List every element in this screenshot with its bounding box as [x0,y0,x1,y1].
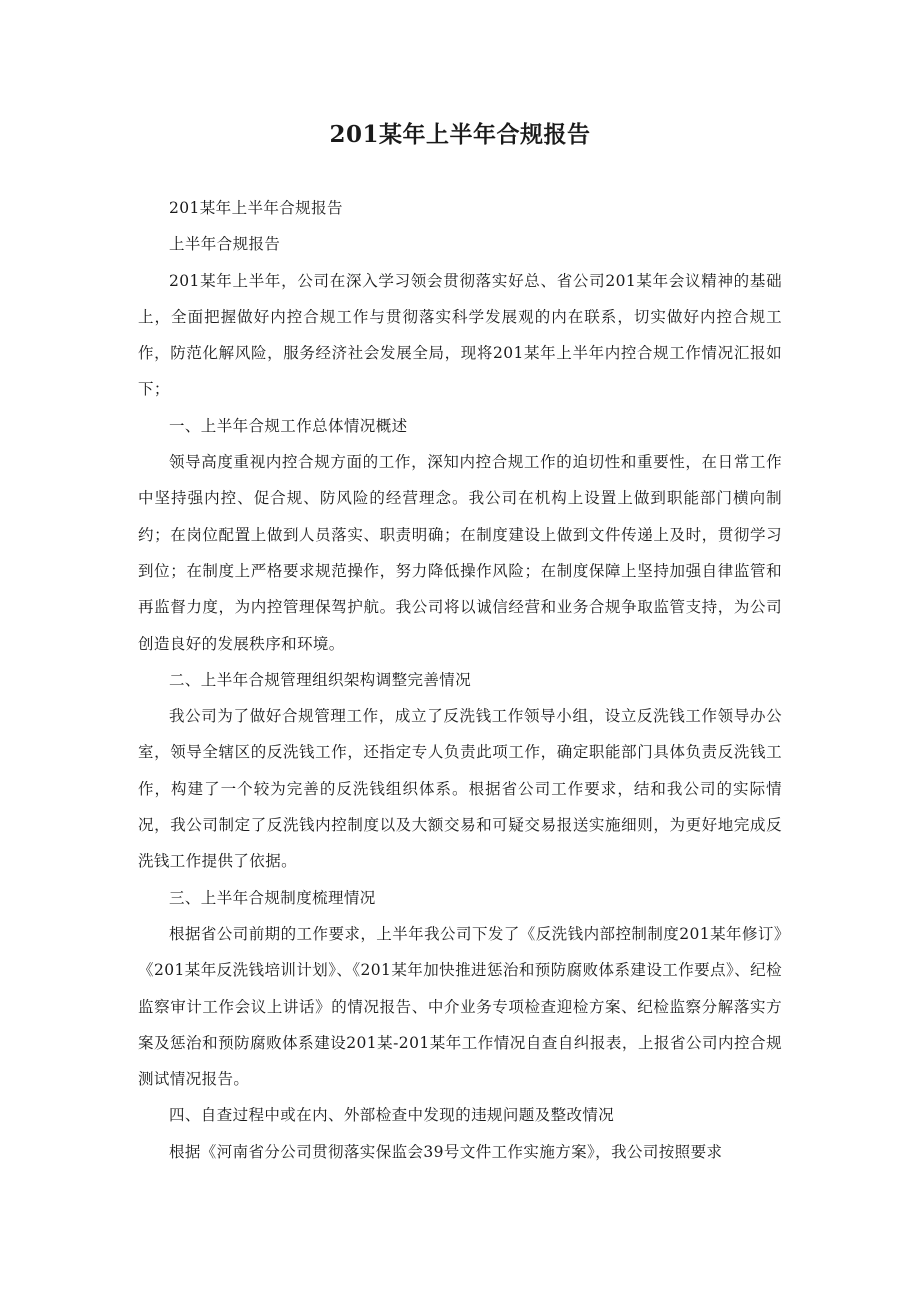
section-heading: 二、上半年合规管理组织架构调整完善情况 [169,670,472,689]
paragraph: 201某年上半年，公司在深入学习领会贯彻落实好总、省公司201某年会议精神的基础上，全面把握做好内控合规工作与贯彻落实科学发展观的内在联系，切实做好内控合规工作，防范化解风险，服务经济社会发展全局，现将201某年上半年内控合规工作情况汇报如下； [138,271,782,399]
document-body [138,190,782,1170]
document-title: 201某年上半年合规报告 [329,121,591,148]
paragraph: 根据省公司前期的工作要求，上半年我公司下发了《反洗钱内部控制制度201某年修订》《201某年反洗钱培训计划》、《201某年加快推进惩治和预防腐败体系建设工作要点》、纪检监察审计工作会议上讲话》的情况报告、中介业务专项检查迎检方案、纪检监察分解落实方案及惩治和预防腐败体系建设201某-201某年工作情况自查自纠报表，上报省公司内控合规测试情况报告。 [138,924,782,1089]
paragraph: 领导高度重视内控合规方面的工作，深知内控合规工作的迫切性和重要性，在日常工作中坚持强内控、促合规、防风险的经营理念。我公司在机构上设置上做到职能部门横向制约；在岗位配置上做到人员落实、职责明确；在制度建设上做到文件传递上及时，贯彻学习到位；在制度上严格要求规范操作，努力降低操作风险；在制度保障上坚持加强自律监管和再监督力度，为内控管理保驾护航。我公司将以诚信经营和业务合规争取监管支持，为公司创造良好的发展秩序和环境。 [138,453,782,653]
paragraph: 201某年上半年合规报告 [169,199,343,217]
paragraph: 我公司为了做好合规管理工作，成立了反洗钱工作领导小组，设立反洗钱工作领导办公室，领导全辖区的反洗钱工作，还指定专人负责此项工作，确定职能部门具体负责反洗钱工作，构建了一个较为完善的反洗钱组织体系。根据省公司工作要求，结和我公司的实际情况，我公司制定了反洗钱内控制度以及大额交易和可疑交易报送实施细则，为更好地完成反洗钱工作提供了依据。 [138,707,782,871]
section-heading: 四、自查过程中或在内、外部检查中发现的违规问题及整改情况 [169,1106,615,1125]
paragraph: 根据《河南省分公司贯彻落实保监会39号文件工作实施方案》，我公司按照要求 [169,1142,723,1161]
section-heading: 一、上半年合规工作总体情况概述 [169,416,408,435]
section-heading: 三、上半年合规制度梳理情况 [169,888,376,907]
paragraph: 上半年合规报告 [169,235,281,254]
